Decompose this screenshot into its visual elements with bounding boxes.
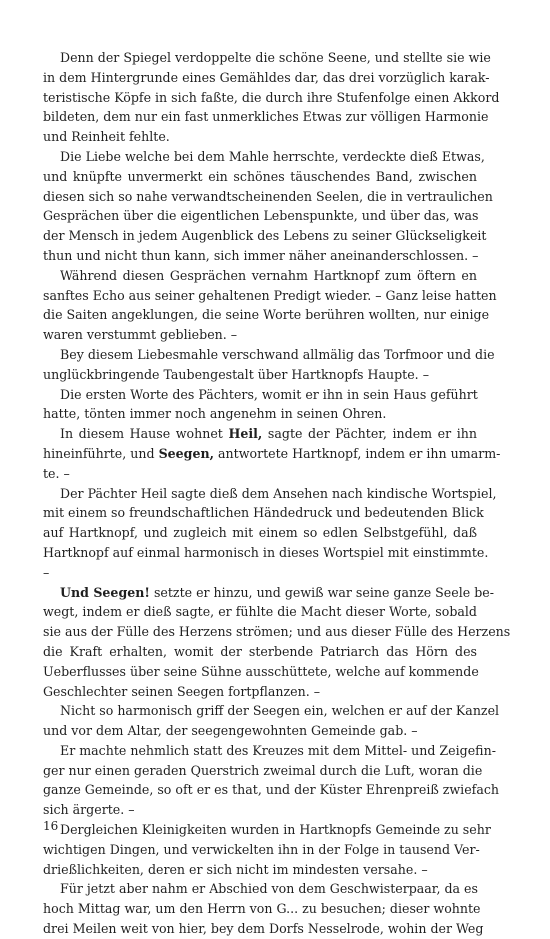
text-run: und vor dem Altar, der seegengewohnten Gemeinde gab. – <box>43 723 418 739</box>
text-line <box>43 682 477 702</box>
text-run: antwortete Hartknopf, indem er ihn umarm- <box>214 445 501 461</box>
text-line <box>43 48 491 68</box>
bold-text: Und Seegen! <box>60 584 150 600</box>
text-run: setzte er hinzu, und gewiß war seine ganze Seele be- <box>149 584 494 600</box>
text-line <box>43 820 491 840</box>
text-line <box>43 266 477 286</box>
text-run: Er machte nehmlich statt des Kreuzes mit dem Mittel- und Zeigefin- <box>60 742 496 758</box>
body-text <box>43 48 511 939</box>
page-number: 16 <box>43 819 59 833</box>
text-run: hineinführte, und <box>43 445 159 461</box>
text-line <box>43 305 490 325</box>
text-line <box>43 464 477 484</box>
text-run: sanftes Echo aus seiner gehaltenen Predigt wieder. – Ganz leise hatten <box>43 287 497 303</box>
text-line <box>43 701 500 721</box>
text-run: teristische Köpfe in sich faßte, die durch ihre Stufenfolge einen Akkord <box>43 89 500 105</box>
text-line <box>43 167 477 187</box>
text-run: mit einem so freundschaftlichen Händedruck und bedeutenden Blick <box>43 505 484 521</box>
text-run: ger nur einen geraden Querstrich zweimal durch die Luft, woran die <box>43 762 483 778</box>
text-run: unglückbringende Taubengestalt über Hartknopfs Haupte. – <box>43 366 429 382</box>
text-run: und knüpfte unvermerkt ein schönes täuschendes Band, zwischen <box>43 168 477 184</box>
text-run: Der Pächter Heil sagte dieß dem Ansehen nach kindische Wortspiel, <box>60 485 497 501</box>
text-run: te. – <box>43 465 70 481</box>
text-line <box>43 761 483 781</box>
text-line <box>43 662 477 682</box>
text-line <box>43 503 484 523</box>
text-line <box>43 563 477 583</box>
text-line <box>43 404 477 424</box>
text-run: thun und nicht thun kann, sich immer näher aneinanderschlossen. – <box>43 247 479 263</box>
text-run: diesen sich so nahe verwandtscheinenden Seelen, die in vertraulichen <box>43 188 493 204</box>
text-run: wegt, indem er dieß sagte, er fühlte die Macht dieser Worte, sobald <box>43 604 477 620</box>
text-run: – <box>43 564 50 580</box>
text-line <box>43 840 480 860</box>
text-run: sich ärgerte. – <box>43 802 135 818</box>
text-line <box>43 187 493 207</box>
text-line <box>43 88 500 108</box>
text-line <box>43 523 477 543</box>
text-run: die Kraft erhalten, womit der sterbende Patriarch das Hörn des <box>43 643 477 659</box>
text-line <box>43 325 477 345</box>
text-line <box>43 583 494 603</box>
text-run: Dergleichen Kleinigkeiten wurden in Hartknopfs Gemeinde zu sehr <box>60 822 491 838</box>
text-line <box>43 365 477 385</box>
text-line <box>43 226 487 246</box>
text-run: hatte, tönten immer noch angenehm in seinen Ohren. <box>43 406 387 422</box>
text-run: Bey diesem Liebesmahle verschwand allmälig das Torfmoor und die <box>60 346 495 362</box>
text-run: Nicht so harmonisch griff der Seegen ein, welchen er auf der Kanzel <box>60 703 500 719</box>
text-run: Ueberflusses über seine Sühne ausschüttete, welche auf kommende <box>43 663 479 679</box>
text-run: Hartknopf auf einmal harmonisch in dieses Wortspiel mit einstimmte. <box>43 544 489 560</box>
text-run: sagte der Pächter, indem er ihn <box>262 426 477 442</box>
text-run: Die Liebe welche bei dem Mahle herrschte, verdeckte dieß Etwas, <box>60 148 485 164</box>
text-line <box>43 741 496 761</box>
text-run: Geschlechter seinen Seegen fortpflanzen. – <box>43 683 321 699</box>
text-line <box>43 345 495 365</box>
text-line <box>43 800 477 820</box>
bold-text: Seegen, <box>158 445 215 461</box>
text-line <box>43 879 477 899</box>
text-line <box>43 424 477 444</box>
text-line <box>43 899 481 919</box>
text-run: die Saiten angeklungen, die seine Worte berühren wollten, nur einige <box>43 307 490 323</box>
text-run: ganze Gemeinde, so oft er es that, und der Küster Ehrenpreiß zwiefach <box>43 782 500 798</box>
text-line <box>43 385 477 405</box>
text-line <box>43 286 497 306</box>
text-run: Die ersten Worte des Pächters, womit er ihn in sein Haus geführt <box>60 386 478 402</box>
text-line <box>43 622 511 642</box>
text-line <box>43 919 484 939</box>
text-line <box>43 147 485 167</box>
text-run: Während diesen Gesprächen vernahm Hartknopf zum öftern en <box>60 267 477 283</box>
text-line <box>43 484 497 504</box>
text-line <box>43 246 477 266</box>
text-run: waren verstummt geblieben. – <box>43 327 238 343</box>
text-line <box>43 68 490 88</box>
text-line <box>43 543 489 563</box>
text-run: bildeten, dem nur ein fast unmerkliches Etwas zur völligen Harmonie <box>43 109 489 125</box>
text-line <box>43 127 477 147</box>
text-run: und Reinheit fehlte. <box>43 129 170 145</box>
text-run: drei Meilen weit von hier, bey dem Dorfs Nesselrode, wohin der Weg <box>43 921 484 937</box>
text-run: In diesem Hause wohnet <box>60 426 229 442</box>
text-run: sie aus der Fülle des Herzens strömen; und aus dieser Fülle des Herzens <box>43 624 511 640</box>
text-run: Denn der Spiegel verdoppelte die schöne Seene, und stellte sie wie <box>60 50 491 65</box>
bold-text: Heil, <box>228 426 263 442</box>
text-run: Für jetzt aber nahm er Abschied von dem Geschwisterpaar, da es <box>60 881 478 897</box>
text-line <box>43 780 500 800</box>
text-line <box>43 444 501 464</box>
text-line <box>43 602 477 622</box>
text-line <box>43 721 477 741</box>
text-run: wichtigen Dingen, und verwickelten ihn in der Folge in tausend Ver- <box>43 841 480 857</box>
text-line <box>43 107 489 127</box>
text-line <box>43 206 477 226</box>
text-run: auf Hartknopf, und zugleich mit einem so edlen Selbstgefühl, daß <box>43 525 477 541</box>
text-run: der Mensch in jedem Augenblick des Lebens zu seiner Glückseligkeit <box>43 228 487 244</box>
text-run: drießlichkeiten, deren er sich nicht im mindesten versahe. – <box>43 861 428 877</box>
text-line <box>43 860 477 880</box>
text-run: Gesprächen über die eigentlichen Lebenspunkte, und über das, was <box>43 208 479 224</box>
text-line <box>43 642 477 662</box>
text-run: in dem Hintergrunde eines Gemähldes dar, das drei vorzüglich karak- <box>43 69 490 85</box>
text-run: hoch Mittag war, um den Herrn von G... zu besuchen; dieser wohnte <box>43 901 481 917</box>
